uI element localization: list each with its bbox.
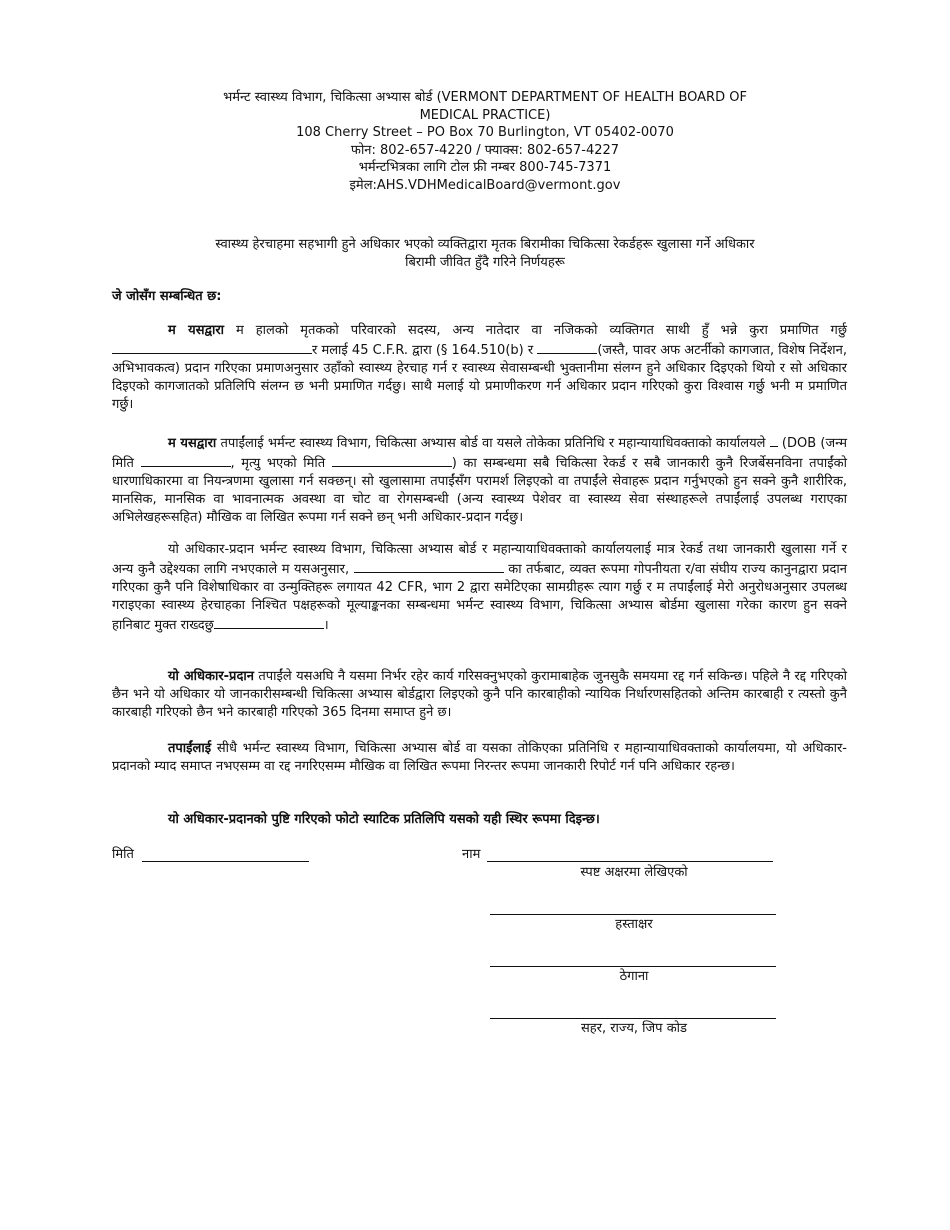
para3-text-3: । xyxy=(323,618,329,633)
signature-block xyxy=(462,846,782,1036)
para1-lead: म यसद्वारा xyxy=(168,323,225,338)
salutation: जे जोसँग सम्बन्धित छ: xyxy=(112,289,222,304)
city-state-zip-caption: सहर, राज्य, जिप कोड xyxy=(580,1021,688,1036)
para2-text-3: , मृत्यु भएको मिति xyxy=(230,456,332,471)
address-caption: ठेगाना xyxy=(619,969,649,984)
para2-lead: म यसद्वारा xyxy=(168,436,217,451)
closing-statement: यो अधिकार-प्रदानको पुष्टि गरिएको फोटो स्याटिक प्रतिलिपि यसको यही स्थिर रूपमा दिइन्छ। xyxy=(168,812,600,827)
agency-address: 108 Cherry Street – PO Box 70 Burlington, VT 05402-0070 xyxy=(296,125,674,140)
agency-tollfree: भर्मन्टभित्रका लागि टोल फ्री नम्बर 800-745-7371 xyxy=(358,160,612,175)
para1-text-3: (जस्तै, पावर अफ अटर्नीको कागजात, विशेष निर्देशन, अभिभावकत्व) प्रदान गरिएका प्रमाणअनुसार उहाँको स्वास्थ्य हेरचाह गर्न र स्वास्थ्य सेवासम्बन्धी भुक्तानीमा संलग्न हुने अधिकार दिइएको थियो र सो अधिकार दिइएको कागजातको प्रतिलिपि संलग्न छ भनी प्रमाणित गर्दछु। साथै मलाई यो प्रमाणीकरण गर्न अधिकार प्रदान गरिएको कुरा विश्वास गर्छु भनी म प्रमाणित गर्छु। xyxy=(112,343,847,412)
para5-lead: तपाईंलाई xyxy=(168,741,212,756)
city-state-zip-line[interactable] xyxy=(490,1018,776,1019)
signature-line[interactable] xyxy=(490,914,776,915)
para1-text-2: र मलाई 45 C.F.R. द्वारा (§ 164.510(b) र xyxy=(312,343,538,358)
document-title xyxy=(150,236,820,272)
para2-text-1: तपाईंलाई भर्मन्ट स्वास्थ्य विभाग, चिकित्सा अभ्यास बोर्ड वा यसले तोकेका प्रतिनिधि र महान्यायाधिवक्ताको कार्यालयले xyxy=(216,436,770,451)
paragraph-waiver xyxy=(112,541,847,635)
dob-blank[interactable] xyxy=(141,453,231,467)
date-label: मिति xyxy=(112,847,134,862)
signature-caption: हस्ताक्षर xyxy=(615,917,653,932)
para1-text-1: म हालको मृतकको परिवारको सदस्य, अन्य नातेदार वा नजिकको व्यक्तिगत साथी हुँ भन्ने कुरा प्रमाणित गर्छु xyxy=(224,323,847,338)
title-line-1: स्वास्थ्य हेरचाहमा सहभागी हुने अधिकार भएको व्यक्तिद्वारा मृतक बिरामीका चिकित्सा रेकर्डहरू खुलासा गर्ने अधिकार xyxy=(215,237,755,252)
printed-name-line[interactable] xyxy=(487,861,773,862)
para3-text-1: यो अधिकार-प्रदान भर्मन्ट स्वास्थ्य विभाग, चिकित्सा अभ्यास बोर्ड र महान्यायाधिवक्ताको कार्यालयलाई मात्र रेकर्ड तथा जानकारी खुलासा गर्ने र अन्य कुनै उद्देश्यका लागि नभएकाले म यसअनुसार, xyxy=(112,542,847,577)
paragraph-authorization xyxy=(112,433,847,527)
agency-name-cont: MEDICAL PRACTICE) xyxy=(419,107,551,123)
para4-lead: यो अधिकार-प्रदान xyxy=(168,669,254,684)
paragraph-revocation xyxy=(112,668,847,722)
agency-phone: फोन: 802-657-4220 / फ्याक्स: 802-657-4227 xyxy=(350,142,620,158)
hold-harmless-blank[interactable] xyxy=(214,615,324,629)
address-line[interactable] xyxy=(490,966,776,967)
para2-text-4: ) का सम्बन्धमा सबै चिकित्सा रेकर्ड र सबै जानकारी कुनै रिजर्बेसनविना तपाईंको धारणाधिकारमा वा नियन्त्रणमा खुलासा गर्न सक्छन्। सो खुलासामा तपाईंसँग परामर्श लिइएको वा तपाईंले सेवाहरू प्रदान गर्नुभएको हुन सक्ने कुनै शारीरिक, मानसिक, मानसिक वा भावनात्मक अवस्था वा चोट वा रोगसम्बन्धी (अन्य स्वास्थ्य पेशेवर वा स्वास्थ्य सेवा संस्थाहरूले तपाईंलाई उपलब्ध गराएका अभिलेखहरूसहित) मौखिक वा लिखित रूपमा गर्न सक्ने छन् भनी अधिकार-प्रदान गर्दछु। xyxy=(112,456,847,525)
para2-text-2: (DOB (जन्म मिति xyxy=(112,436,848,471)
death-date-blank[interactable] xyxy=(332,453,452,467)
paragraph-certification xyxy=(112,322,847,414)
para4-text-1: तपाईंले यसअघि नै यसमा निर्भर रहेर कार्य गरिसक्नुभएको कुरामाबाहेक जुनसुकै समयमा रद्द गर्न सकिन्छ। पहिले नै रद्द गरिएको छैन भने यो अधिकार यो जानकारीसम्बन्धी चिकित्सा अभ्यास बोर्डद्वारा लिइएको कुनै पनि कारबाहीको न्यायिक निर्धारणसहितको अन्तिम कारबाही र त्यस्तो कुनै कारबाही गरिएको छैन भने कारबाही गरिएको 365 दिनमा समाप्त हुने छ। xyxy=(112,669,847,720)
agency-name: भर्मन्ट स्वास्थ्य विभाग, चिकित्सा अभ्यास बोर्ड (VERMONT DEPARTMENT OF HEALTH BOARD OF xyxy=(223,90,747,105)
relationship-blank[interactable] xyxy=(112,340,312,354)
behalf-of-blank[interactable] xyxy=(354,559,504,573)
agency-email: इमेल:AHS.VDHMedicalBoard@vermont.gov xyxy=(349,177,621,193)
printed-name-caption: स्पष्ट अक्षरमा लेखिएको xyxy=(580,865,688,880)
date-input-line[interactable] xyxy=(142,861,309,862)
date-field xyxy=(112,846,134,864)
title-line-2: बिरामी जीवित हुँदै गरिने निर्णयहरू xyxy=(405,255,565,270)
patient-name-blank[interactable] xyxy=(770,433,778,447)
name-label: नाम xyxy=(462,847,481,862)
letterhead xyxy=(180,89,790,194)
para5-text-1: सीधै भर्मन्ट स्वास्थ्य विभाग, चिकित्सा अभ्यास बोर्ड वा यसका तोकिएका प्रतिनिधि र महान्यायाधिवक्ताको कार्यालयमा, यो अधिकार-प्रदानको म्याद समाप्त नभएसम्म वा रद्द नगरिएसम्म मौखिक वा लिखित रूपमा निरन्तर रूपमा जानकारी रिपोर्ट गर्न पनि अधिकार रहन्छ। xyxy=(112,741,847,774)
authority-blank[interactable] xyxy=(537,340,597,354)
para3-text-2: का तर्फबाट, व्यक्त रूपमा गोपनीयता र/वा संघीय राज्य कानुनद्वारा प्रदान गरिएका कुनै पनि विशेषाधिकार वा उन्मुक्तिहरू लगायत 42 CFR, भाग 2 द्वारा समेटिएका सामग्रीहरू त्याग गर्छु र म तपाईंलाई मेरो अनुरोधअनुसार उपलब्ध गराइएका स्वास्थ्य हेरचाहका निश्चित पक्षहरूको मूल्याङ्कनका सम्बन्धमा भर्मन्ट स्वास्थ्य विभाग, चिकित्सा अभ्यास बोर्डमा खुलासा गरेका कारण हुन सक्ने हानिबाट मुक्त राख्दछु xyxy=(112,562,847,633)
paragraph-reporting xyxy=(112,740,847,776)
